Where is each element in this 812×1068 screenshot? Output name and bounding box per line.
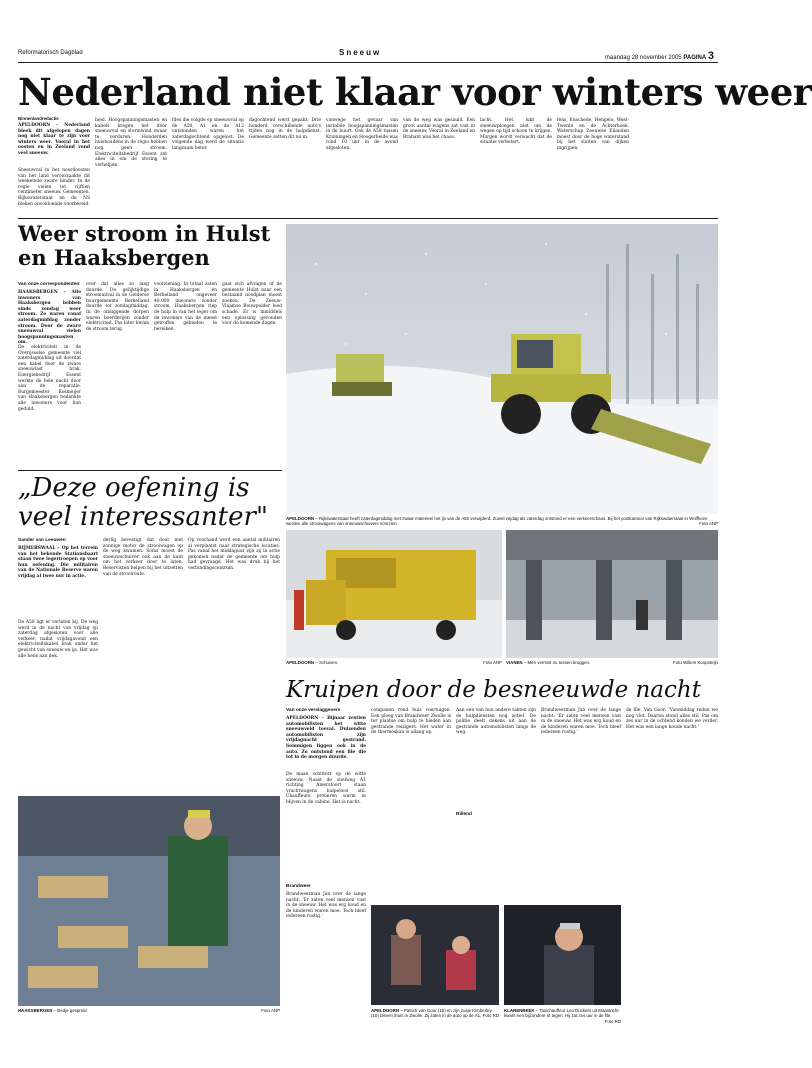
lead-column-3: bied. Hoogspanningsmasten en kabels kregen het door sneeuwval en stormwind zwaar te verduren. Honderden huishoudens in de regio hebben nog geen stroom. Elektriciteitsbedrijf Essent zet alles in om de storing te verhelpen. xyxy=(95,118,167,168)
article3-column-2: companen rond huis voertuigen. Een ploeg van Brandweer Zwolle is ter plaatse om hulp te bieden aan gestrande reizigers. Het water in de thermoskan is allang op. xyxy=(371,708,451,736)
photo6-caption: KLARENBEEK – Taxichauffeur Leo Duckers uit Maastricht kwam een bijzondere rit tegen. Hij zat zes uur in de file. Foto RD xyxy=(504,1008,621,1024)
bridge-photo xyxy=(506,530,718,658)
lead-column-7: van de weg was gesauld. Een groot aantal wagens zat vast in de sneeuw. Vooral in Zeeland en Brabant was het chaos. xyxy=(403,118,475,140)
article3-column-1: De maan schittert op de witte sneeuw. Naast de snelweg A1 richting Amersfoort staan vrachtwagens hulpeloos stil. Chauffeurs proberen warm te blijven in de cabine. Het is nacht. xyxy=(286,772,366,805)
header-rule xyxy=(18,62,718,63)
snowplow-photo xyxy=(286,224,718,514)
lead-column-4: files die volgde op sneeuwval op de A50, A1 en de A12 ontstonden waren het zaterdagochtend opgelost. De volgende dag werd de situatie langzaam beter. xyxy=(172,118,244,151)
article1-column-1: De elektriciteit in de Overijsselse gemeente viel zaterdagmiddag uit doordat een kabel door de zware sneeuwlast brak. Energiebedrijf Essent werkte de hele nacht door aan de reparatie. Burgemeester Kosmeijer van Haaksbergen bedankte alle inwoners voor hun geduld. xyxy=(18,345,81,412)
lead-column-8: lacht. Het lukt de sneeuwploegen niet om de wegen op tijd schoon te krijgen. Morgen wordt verwacht dat de situatie verbetert. xyxy=(480,118,552,146)
salt-truck-photo xyxy=(286,530,502,658)
article1-byline: Van onze correspondenten xyxy=(18,282,80,287)
photo3-caption: VIANEN – Men vermist nu tussen bruggen. Foto Willem Koopsteijn xyxy=(506,660,718,665)
article2-column-1: De A58 ligt er verlaten bij. De weg werd in de nacht van vrijdag op zaterdag afgesloten voor alle verkeer, nadat vrijdagavond een elektriciteitskabel brak onder het gewicht van sneeuw en ijs. Het was alle hens aan dek. xyxy=(18,620,98,659)
lead-kicker: Binnenlandredactie xyxy=(18,116,59,121)
lead-column-5: dagochtend werd gepakt. Drie honderd verschillende auto's rijden nog in de hulpdienst. Gemeente zetten dit nu in. xyxy=(249,118,321,140)
article2-byline: Sander van Leeuwen xyxy=(18,538,66,543)
article3-subhead-brandweer: Brandweer xyxy=(286,884,311,889)
article3-byline: Van onze verslaggevers xyxy=(286,708,341,713)
article1-column-2: over dat alles zo lang duurde. De gelijktijdige stroomuitval in de Gelderse buurgemeente Berkelland duurde tot zondagmiddag. In de omliggende dorpen waren boerderijen zonder elektriciteit. Pas later kwam de stroom terug. xyxy=(86,282,149,332)
lead-column-2: Sneeuwval in het noordoosten van het land veroorzaakte dit weekeinde zware hinder. In de regio vielen tot vijftien centimeter sneeuw. Gemeenten, Rijkswaterstaat en de NS bleken onvoldoende voorbereid. xyxy=(18,168,90,207)
photo1-caption: APELDOORN – Rijkswaterstaat heeft zaterdagmiddag met zwaar materieel het ijs van de A50 verwijderd. Zowel vrijdag als zaterdag ontstond er een verkeerschaos. Bij het postkantoor van Rijkswaterstaat in Wolfheze werden alle strooiwagens van sneeuwschuivers voorzien. Foto ANP xyxy=(286,516,718,527)
paper-name: Reformatorisch Dagblad xyxy=(18,50,83,56)
article1-column-4: gaat zich afvragen of de gemeente Hulst naar een bestaand noodplan moest zoeken. De Zeeuw-Vlaamse Bouwpolder leed schade. Er is inmiddels een oplossing gevonden voor de komende dagen. xyxy=(222,282,282,327)
article1-title: Weer stroom in Hulst en Haaksbergen xyxy=(18,221,271,270)
page-title: Nederland niet klaar voor winters weer xyxy=(18,70,812,114)
lead-column-9: fens, Enschede, Hengelo, West-Twente en de Achterhoek. Waterschap Zeeuwse Eilanden moest door de hoge waterstand bij het sluiten van dijken ingrijpen. xyxy=(557,118,629,151)
photo4-caption: HAAKSBERGEN – Bedje gespreid. Foto ANP xyxy=(18,1008,280,1013)
article2-title: „Deze oefening is veel interessanter" xyxy=(18,473,268,532)
article3-title: Kruipen door de besneeuwde nacht xyxy=(286,677,701,703)
photo2-caption: APELDOORN – Schuiven. Foto ANP xyxy=(286,660,502,665)
lead-column-6: vanwege het gevaar van instabile hoogspanningsmasten in de buurt. Ook de A58 tussen Kruiningen en Hoogerheide was rond 10 uur in de avond afgesloten. xyxy=(326,118,399,151)
lead-intro: APELDOORN – Nederland bleek dit afgelopen dagen nog niet klaar te zijn voor winters weer. Vooral in het oosten en in Zeeland vond veel sneeuw. xyxy=(18,123,90,156)
lead-rule xyxy=(18,218,718,219)
article3-subhead-rillend: Rillend xyxy=(456,812,472,817)
article3-column-5: de file. Van Goor: 'Vanmiddag reden we nog vlot. Daarna stond alles stil. Pas om zes uur in de ochtend konden we verder. Het was een lange koude nacht.' xyxy=(626,708,718,730)
article3-intro: APELDOORN – Bijnaar zestien automobilisten het witte sneeuwveld toeval. Duizenden automobilisten zijn vrijdagnacht gestrand. Sommigen liggen ook in de auto. Zo ontstond een file die tot in de morgen duurde. xyxy=(286,716,366,761)
photo5-caption: APELDOORN – Patrick van Goor (15) en zijn zusje Kimberley (10) bleven thuis in Zwolle. Zij zaten in de auto op de A1. Foto RD xyxy=(371,1008,499,1019)
article1-column-3: voorziening. In totaal zaten in Haaksbergen en Berkelland ongeveer 40.000 inwoners zonder stroom. Haaksbergen riep de hulp in van het leger om de inwoners van de meest getroffen gebieden te bereiken. xyxy=(154,282,217,332)
article2-column-3: Op voorhand werd een aantal militairen al verplaatst naar strategische locaties. Pas vanaf het middaguur zijn zij in actie gekomen nadat de gemeente om hulp had gevraagd. Het was druk bij het verbindingscentrum. xyxy=(188,538,280,571)
article3-column-1b: Brandweerman Jan over de lange nacht: 'Er zaten veel mensen vast in de sneeuw. Het was erg koud en de kinderen waren moe. Toch bleef iedereen rustig.' xyxy=(286,892,366,920)
taxi-driver-photo xyxy=(504,905,621,1005)
page-date: maandag 28 november 2005 PAGINA 3 xyxy=(604,50,714,62)
article1-rule xyxy=(18,470,282,471)
article3-column-3: Aan een van hun andere takten zijn de hulpdiensten nog actief. De politie deelt dekens uit aan de gestrande automobilisten langs de weg. xyxy=(456,708,536,736)
article2-intro: BIJMERSWAAL – Op het terrein van het bekende Stationsbaart staan twee legertroepen op voor hun oefening. Die militairen van de Nationale Reserve waren vrijdag al twee uur in actie. xyxy=(18,546,98,579)
article1-intro: HAAKSBERGEN – Alle inwoners van Haaksbergen hebben sinds zondag weer stroom. Ze waren vanaf zaterdagmiddag zonder stroom. Door de zware sneeuwval vielen hoogspanningsmasten om. xyxy=(18,290,81,346)
article2-column-2: derlig bevestigt dat door met zonnige motor de strooiwagen op de weg kwamen. Soms moest de sneeuwschuiver ook aan de kant om het verkeer door te laten. Reservisten helpen bij het uitzetten van de strooiroute. xyxy=(103,538,183,577)
children-photo xyxy=(371,905,499,1005)
section-label: Sneeuw xyxy=(339,48,382,57)
cots-photo xyxy=(18,796,280,1006)
article3-column-4: Brandweerman Jan over de lange nacht: 'Er zaten veel mensen vast in de sneeuw. Het was erg koud en de kinderen waren moe. Toch bleef iedereen rustig.' xyxy=(541,708,621,736)
